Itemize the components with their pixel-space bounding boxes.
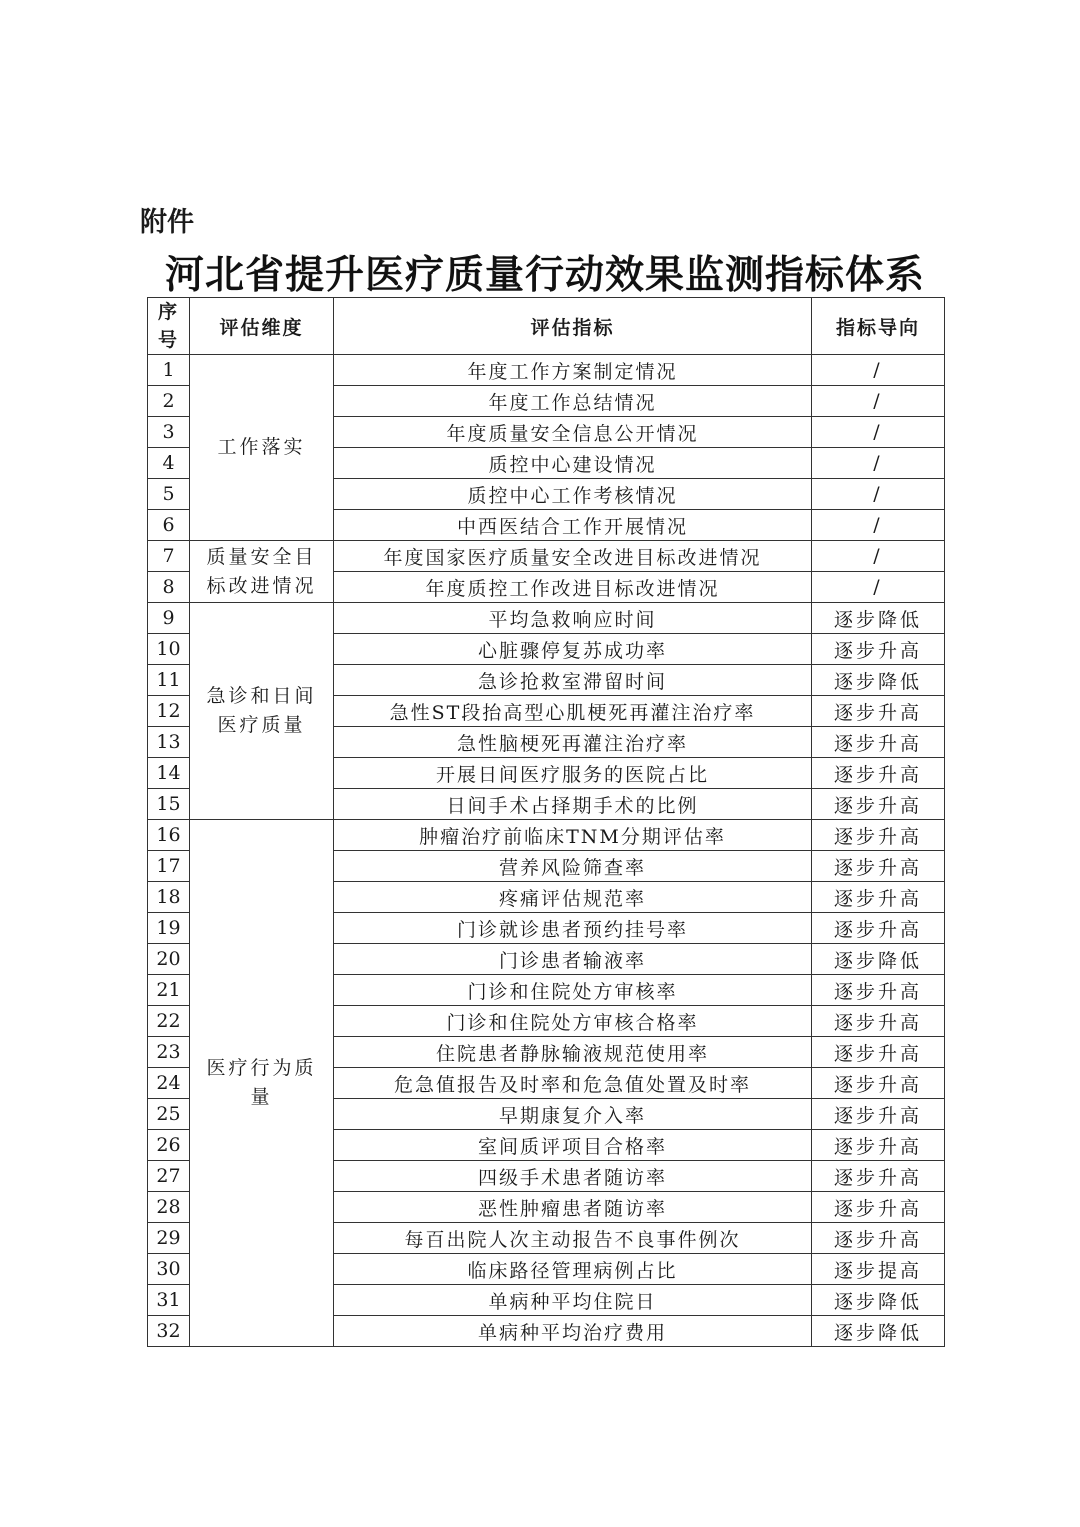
indicator-cell: 门诊就诊患者预约挂号率 [334, 913, 812, 944]
row-number: 9 [148, 603, 190, 634]
table-header-row [148, 298, 945, 355]
direction-cell: 逐步升高 [812, 1068, 945, 1099]
row-number: 16 [148, 820, 190, 851]
direction-cell: / [812, 479, 945, 510]
row-number: 32 [148, 1316, 190, 1347]
table-row [148, 355, 945, 386]
direction-cell: 逐步升高 [812, 975, 945, 1006]
direction-cell: / [812, 541, 945, 572]
row-number: 29 [148, 1223, 190, 1254]
indicator-cell: 恶性肿瘤患者随访率 [334, 1192, 812, 1223]
row-number: 24 [148, 1068, 190, 1099]
indicator-cell: 单病种平均治疗费用 [334, 1316, 812, 1347]
direction-cell: 逐步升高 [812, 1037, 945, 1068]
direction-cell: 逐步升高 [812, 913, 945, 944]
row-number: 10 [148, 634, 190, 665]
dimension-cell: 急诊和日间医疗质量 [190, 603, 334, 820]
row-number: 23 [148, 1037, 190, 1068]
direction-cell: 逐步降低 [812, 944, 945, 975]
indicator-table [147, 297, 945, 1347]
direction-cell: 逐步降低 [812, 1285, 945, 1316]
direction-cell: 逐步升高 [812, 1130, 945, 1161]
row-number: 6 [148, 510, 190, 541]
indicator-cell: 四级手术患者随访率 [334, 1161, 812, 1192]
indicator-cell: 中西医结合工作开展情况 [334, 510, 812, 541]
direction-cell: 逐步升高 [812, 758, 945, 789]
row-number: 28 [148, 1192, 190, 1223]
indicator-cell: 开展日间医疗服务的医院占比 [334, 758, 812, 789]
direction-cell: 逐步升高 [812, 789, 945, 820]
direction-cell: / [812, 355, 945, 386]
row-number: 12 [148, 696, 190, 727]
table-row [148, 603, 945, 634]
header-dimension: 评估维度 [190, 298, 334, 355]
direction-cell: 逐步升高 [812, 1161, 945, 1192]
direction-cell: 逐步升高 [812, 696, 945, 727]
indicator-cell: 危急值报告及时率和危急值处置及时率 [334, 1068, 812, 1099]
header-indicator: 评估指标 [334, 298, 812, 355]
indicator-cell: 早期康复介入率 [334, 1099, 812, 1130]
indicator-cell: 急性脑梗死再灌注治疗率 [334, 727, 812, 758]
row-number: 25 [148, 1099, 190, 1130]
row-number: 18 [148, 882, 190, 913]
row-number: 17 [148, 851, 190, 882]
header-direction: 指标导向 [812, 298, 945, 355]
dimension-cell: 工作落实 [190, 355, 334, 541]
row-number: 19 [148, 913, 190, 944]
indicator-cell: 单病种平均住院日 [334, 1285, 812, 1316]
row-number: 13 [148, 727, 190, 758]
row-number: 1 [148, 355, 190, 386]
indicator-cell: 营养风险筛查率 [334, 851, 812, 882]
indicator-cell: 门诊患者输液率 [334, 944, 812, 975]
row-number: 31 [148, 1285, 190, 1316]
direction-cell: 逐步升高 [812, 1223, 945, 1254]
direction-cell: / [812, 386, 945, 417]
direction-cell: 逐步升高 [812, 1006, 945, 1037]
page-title: 河北省提升医疗质量行动效果监测指标体系 [164, 253, 925, 298]
indicator-cell: 年度质控工作改进目标改进情况 [334, 572, 812, 603]
direction-cell: 逐步降低 [812, 1316, 945, 1347]
row-number: 30 [148, 1254, 190, 1285]
attachment-label: 附件 [140, 207, 194, 238]
direction-cell: 逐步升高 [812, 727, 945, 758]
indicator-cell: 年度质量安全信息公开情况 [334, 417, 812, 448]
direction-cell: 逐步升高 [812, 1099, 945, 1130]
indicator-cell: 心脏骤停复苏成功率 [334, 634, 812, 665]
row-number: 20 [148, 944, 190, 975]
row-number: 2 [148, 386, 190, 417]
indicator-cell: 年度国家医疗质量安全改进目标改进情况 [334, 541, 812, 572]
row-number: 21 [148, 975, 190, 1006]
row-number: 14 [148, 758, 190, 789]
row-number: 5 [148, 479, 190, 510]
row-number: 15 [148, 789, 190, 820]
indicator-cell: 质控中心建设情况 [334, 448, 812, 479]
indicator-cell: 年度工作总结情况 [334, 386, 812, 417]
indicator-cell: 质控中心工作考核情况 [334, 479, 812, 510]
dimension-cell: 医疗行为质量 [190, 820, 334, 1347]
indicator-cell: 日间手术占择期手术的比例 [334, 789, 812, 820]
row-number: 7 [148, 541, 190, 572]
indicator-cell: 临床路径管理病例占比 [334, 1254, 812, 1285]
indicator-cell: 急诊抢救室滞留时间 [334, 665, 812, 696]
indicator-cell: 室间质评项目合格率 [334, 1130, 812, 1161]
indicator-cell: 年度工作方案制定情况 [334, 355, 812, 386]
header-seq: 序号 [148, 298, 190, 355]
indicator-cell: 急性ST段抬高型心肌梗死再灌注治疗率 [334, 696, 812, 727]
dimension-cell: 质量安全目标改进情况 [190, 541, 334, 603]
indicator-cell: 肿瘤治疗前临床TNM分期评估率 [334, 820, 812, 851]
indicator-cell: 门诊和住院处方审核合格率 [334, 1006, 812, 1037]
direction-cell: 逐步降低 [812, 603, 945, 634]
direction-cell: / [812, 510, 945, 541]
direction-cell: 逐步升高 [812, 882, 945, 913]
row-number: 3 [148, 417, 190, 448]
row-number: 8 [148, 572, 190, 603]
direction-cell: / [812, 417, 945, 448]
direction-cell: 逐步升高 [812, 851, 945, 882]
indicator-cell: 平均急救响应时间 [334, 603, 812, 634]
direction-cell: 逐步升高 [812, 634, 945, 665]
indicator-cell: 住院患者静脉输液规范使用率 [334, 1037, 812, 1068]
direction-cell: 逐步升高 [812, 1192, 945, 1223]
direction-cell: 逐步降低 [812, 665, 945, 696]
direction-cell: 逐步升高 [812, 820, 945, 851]
row-number: 11 [148, 665, 190, 696]
row-number: 26 [148, 1130, 190, 1161]
indicator-cell: 每百出院人次主动报告不良事件例次 [334, 1223, 812, 1254]
table-body [148, 355, 945, 1347]
table-row [148, 541, 945, 572]
row-number: 27 [148, 1161, 190, 1192]
direction-cell: / [812, 448, 945, 479]
direction-cell: 逐步提高 [812, 1254, 945, 1285]
table-row [148, 820, 945, 851]
indicator-cell: 门诊和住院处方审核率 [334, 975, 812, 1006]
row-number: 22 [148, 1006, 190, 1037]
direction-cell: / [812, 572, 945, 603]
row-number: 4 [148, 448, 190, 479]
indicator-cell: 疼痛评估规范率 [334, 882, 812, 913]
